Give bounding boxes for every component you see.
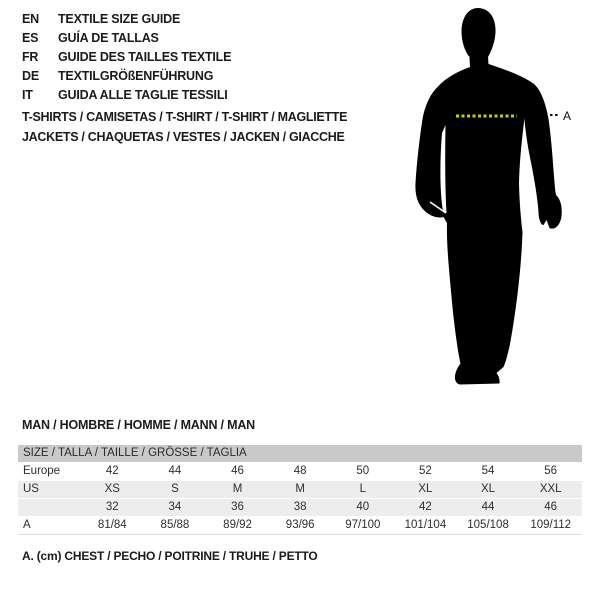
table-cell: 93/96: [285, 519, 315, 531]
row-label: Europe: [23, 465, 61, 477]
row-label: A: [23, 519, 31, 531]
table-cell: M: [295, 483, 305, 495]
table-cell: XL: [481, 483, 496, 495]
table-row-europe: [18, 462, 582, 480]
table-cell: 97/100: [345, 519, 381, 531]
table-cell: 36: [231, 501, 244, 513]
table-cell: 105/108: [467, 519, 509, 531]
table-cell: 44: [481, 501, 495, 513]
lang-row-fr: [22, 48, 231, 67]
table-row-us-letters: [18, 480, 582, 498]
table-cell: 42: [105, 465, 119, 477]
lang-row-en: [22, 10, 231, 29]
size-table: [18, 445, 582, 535]
lang-code: EN: [22, 12, 39, 26]
table-cell: 54: [481, 465, 495, 477]
lang-code: FR: [22, 50, 39, 64]
table-cell: 44: [168, 465, 182, 477]
lang-row-it: [22, 86, 231, 105]
table-row-us-numbers: [18, 498, 582, 516]
lang-code: IT: [22, 88, 33, 102]
lang-code: DE: [22, 69, 39, 83]
lang-label: GUÍA DE TALLAS: [58, 31, 159, 45]
table-cell: 38: [293, 501, 307, 513]
man-silhouette-svg: [400, 6, 575, 391]
table-cell: XL: [418, 483, 433, 495]
table-cell: 46: [231, 465, 244, 477]
table-cell: XXL: [539, 483, 562, 495]
table-cell: 50: [356, 465, 370, 477]
table-cell: M: [232, 483, 243, 495]
lang-label: TEXTILE SIZE GUIDE: [58, 12, 181, 26]
table-cell: 48: [293, 465, 307, 477]
measurement-footnote: A. (cm) CHEST / PECHO / POITRINE / TRUHE / PETTO: [22, 549, 318, 563]
product-line-tshirts: T-SHIRTS / CAMISETAS / T-SHIRT / T-SHIRT / MAGLIETTE: [22, 110, 348, 124]
size-table-header: SIZE / TALLA / TAILLE / GRÖSSE / TAGLIA: [18, 445, 582, 462]
row-label: US: [23, 483, 39, 495]
table-cell: 101/104: [404, 519, 447, 531]
table-row-chest-a: [18, 516, 582, 534]
table-cell: 52: [419, 465, 432, 477]
table-cell: 81/84: [97, 519, 127, 531]
lang-code: ES: [22, 31, 39, 45]
table-cell: 56: [544, 465, 558, 477]
language-list: [22, 10, 231, 105]
table-cell: XS: [104, 483, 120, 495]
lang-label: GUIDA ALLE TAGLIE TESSILI: [58, 88, 228, 102]
table-cell: 89/92: [223, 519, 252, 531]
man-silhouette-shape: [415, 8, 561, 385]
product-line-jackets: JACKETS / CHAQUETAS / VESTES / JACKEN / GIACCHE: [22, 130, 345, 144]
row-label: [18, 499, 81, 516]
product-categories: [22, 107, 347, 147]
table-cell: L: [359, 483, 367, 495]
section-title-man: MAN / HOMBRE / HOMME / MANN / MAN: [22, 418, 255, 432]
lang-label: TEXTILGRÖßENFÜHRUNG: [58, 69, 214, 83]
lang-row-de: [22, 67, 231, 86]
table-cell: 85/88: [160, 519, 190, 531]
table-cell: 32: [105, 501, 119, 513]
table-cell: 46: [544, 501, 558, 513]
table-cell: 34: [168, 501, 182, 513]
table-cell: 42: [419, 501, 432, 513]
table-cell: 109/112: [530, 519, 572, 531]
marker-label-a: A: [563, 109, 572, 123]
man-silhouette-figure: [400, 6, 575, 391]
lang-label: GUIDE DES TAILLES TEXTILE: [58, 50, 232, 64]
lang-row-es: [22, 29, 231, 48]
table-cell: 40: [356, 501, 370, 513]
table-cell: S: [171, 483, 179, 495]
